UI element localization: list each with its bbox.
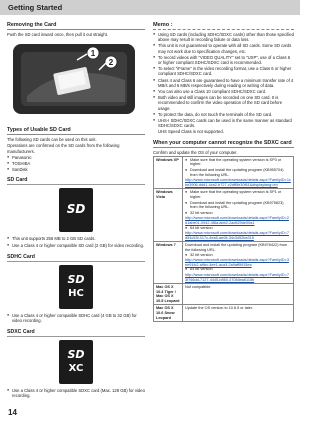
download-link[interactable]: http://www.microsoft.com/downloads/details.aspx?FamilyID=1cbe3906-ddd1-4ca2-b727-c2dff5e30f61&displaylang=en (185, 178, 291, 187)
sdxc-note: ● Use a Class 4 or higher compatible SDXC card (Max. 128 GB) for video recording. (7, 388, 145, 398)
memo-item: ● This unit is not guaranteed to operate with all SD cards. Some SD cards may not work due to specification changes, etc. (153, 43, 294, 53)
memo-item: ● Using SD cards (including SDHC/SDXC cards) other than those specified above may result in recording failure or data loss. (153, 32, 294, 42)
types-title: Types of Usable SD Card (7, 127, 145, 135)
os-instructions-cell (183, 284, 294, 305)
download-link[interactable]: http://www.microsoft.com/downloads/details.aspx?FamilyID=7d54c53f-017c-4ea5-ae08-34c3452ba315 (185, 231, 289, 240)
sdxc-card-image (59, 340, 93, 384)
os-instruction-item: ● 32 bit version (185, 211, 291, 216)
sd-note: ● This unit supports 256 MB to 2 GB SD cards. (7, 236, 145, 241)
memo-item: ● UHS-I SDHC/SDXC cards can be used in the same manner as standard SDHC/SDXC cards. (153, 118, 294, 128)
header-title: Getting Started (8, 3, 63, 12)
types-intro-2: Operations are confirmed on the SD cards from the following manufacturers. (7, 143, 120, 154)
left-column (7, 22, 145, 400)
sd-card-title: SD Card (7, 177, 145, 185)
memo-item: ● To record videos with "VIDEO QUALITY" set to "UXP", use of a Class 6 or higher compliant SDHC/SDXC card is recommended. (153, 55, 294, 65)
os-table-row (154, 156, 294, 189)
unrecognized-intro: Confirm and update the OS of your computer. (153, 149, 238, 155)
os-instruction-item: ● Make sure that the operating system version is SP3 or higher. (185, 158, 291, 167)
right-column (153, 22, 294, 322)
maker-item: ● Panasonic (7, 155, 145, 160)
os-instructions-cell (183, 305, 294, 322)
memo-item: ● To protect the data, do not touch the terminals of the SD card. (153, 112, 294, 117)
sd-logo: SD (66, 202, 86, 217)
removing-card-title: Removing the Card (7, 22, 145, 30)
os-table-row (154, 284, 294, 305)
memo-title: Memo : (153, 22, 294, 30)
uhs-note: UHS Speed Class is not supported. (158, 129, 224, 135)
svg-text:2: 2 (108, 58, 114, 68)
unrecognized-title: When your computer cannot recognize the SDXC card (153, 140, 294, 148)
sdhc-note: ● Use a Class 4 or higher compatible SDHC card (4 GB to 32 GB) for video recording. (7, 313, 145, 323)
maker-item: ● TOSHIBA (7, 161, 145, 166)
os-instruction-item: ● 64 bit version (185, 267, 291, 272)
os-instruction-text: Download and install the updating program (KB976422) from the following URL. (185, 243, 288, 252)
sd-card-image (59, 188, 93, 232)
os-name-cell: Windows XP (154, 156, 183, 189)
os-instruction-item: ● Download and install the updating program (KB975823) from the following URL. (185, 201, 291, 210)
os-update-table (153, 156, 294, 322)
memo-item: ● Class 4 and Class 6 are guaranteed to have a minimum transfer rate of 4 MB/s and 6 MB/s respectively during reading or writing of data. (153, 78, 294, 88)
os-instruction-item: ● 32 bit version (185, 253, 291, 258)
os-instruction-item: ● Make sure that the operating system version is SP1 or higher. (185, 190, 291, 199)
os-instructions-cell (183, 156, 294, 189)
svg-text:1: 1 (90, 49, 96, 59)
memo-item: ● You can also use a Class 10 compliant SDHC/SDXC card. (153, 89, 294, 94)
page-header (0, 0, 300, 15)
sdhc-card-title: SDHC Card (7, 254, 145, 262)
os-name-cell: Windows Vista (154, 189, 183, 242)
os-instructions-cell (183, 189, 294, 242)
removing-card-text: Push the SD card inward once, then pull it out straight. (7, 32, 109, 37)
memo-item: ● To select "iFrame" in the video recording format, use a Class 6 or higher compliant SDHC/SDXC card. (153, 66, 294, 76)
os-table-row (154, 305, 294, 322)
maker-item: ● SanDisk (7, 167, 145, 172)
sdhc-logo-bottom: HC (68, 287, 84, 299)
os-instruction-text: Update the OS version to 10.6.5 or later. (185, 306, 253, 311)
memo-item: ● Both video and still images can be recorded on one SD card. It is recommended to confirm the video operation of the SD card before usage. (153, 95, 294, 111)
os-instruction-item: ● 64 bit version (185, 226, 291, 231)
os-instruction-text: Not compatible. (185, 285, 212, 290)
os-table-row (154, 242, 294, 284)
os-name-cell: Mac OS X 10.6 Snow Leopard (154, 305, 183, 322)
sdxc-logo-top: SD (67, 348, 85, 362)
download-link[interactable]: http://www.microsoft.com/downloads/details.aspx?FamilyID=3ee91fc2-a9bc-4ee1-aca3-2a9aff5915ea (185, 258, 289, 267)
download-link[interactable]: http://www.microsoft.com/downloads/details.aspx?FamilyID=73f766dd-7127-4445-b860-47084ba6115b (185, 272, 289, 282)
types-intro-1: The following SD cards can be used on this unit. (7, 137, 97, 143)
camera-illustration (7, 40, 145, 123)
camera-sd-slot-drawing (7, 40, 145, 118)
sdxc-card-title: SDXC Card (7, 329, 145, 337)
os-name-cell: Mac OS X 10.4 Tiger / Mac OS X 10.5 Leopard (154, 284, 183, 305)
sdxc-logo-bottom: XC (68, 363, 84, 375)
os-instructions-cell (183, 242, 294, 284)
sdhc-logo-top: SD (67, 272, 85, 286)
page-number: 14 (8, 408, 17, 417)
os-instruction-item: ● Download and install the updating program (KB955704) from the following URL. (185, 168, 291, 177)
download-link[interactable]: http://www.microsoft.com/downloads/details.aspx?FamilyID=2d1abe01-0942-4f8a-abb2-2ad529de00a1 (185, 216, 289, 225)
os-table-row (154, 189, 294, 242)
sd-note: ● Use a Class 4 or higher compatible SD card (2 GB) for video recording. (7, 243, 145, 248)
os-name-cell: Windows 7 (154, 242, 183, 284)
sdhc-card-image (59, 265, 93, 309)
